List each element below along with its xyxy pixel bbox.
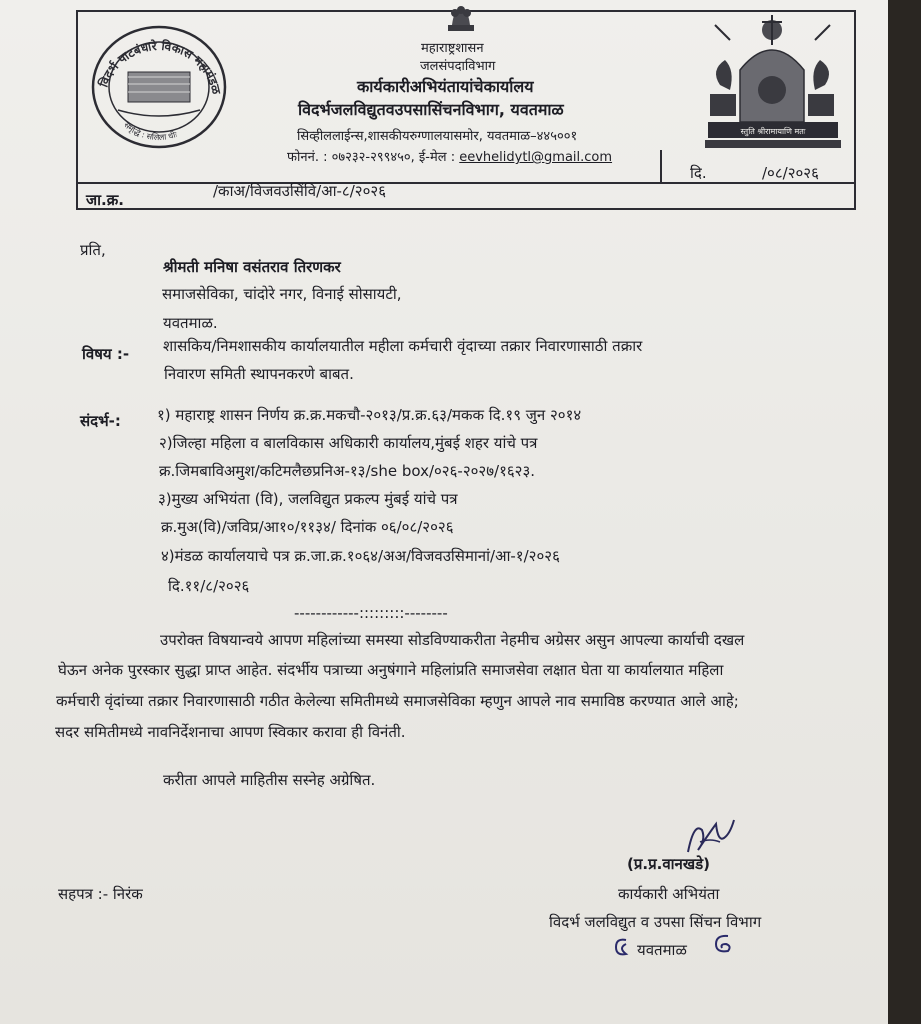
closing-line: करीता आपले माहितीस सस्नेह अग्रेषित.	[163, 771, 376, 789]
maharashtra-crest-logo	[700, 10, 845, 150]
ref-number-label: जा.क्र.	[86, 191, 124, 209]
body-line: सदर समितीमध्ये नावनिर्देशनाचा आपण स्विकार करावा ही विनंती.	[55, 723, 406, 741]
office-address: सिव्हीललाईन्स,शासकीयरुग्णालयासमोर, यवतमाळ–४४५००१	[297, 129, 578, 144]
email-link[interactable]: eevhelidytl@gmail.com	[459, 150, 613, 165]
subject-line-1: शासकिय/निमशासकीय कार्यालयातील महीला कर्मचारी वृंदाच्या तक्रार निवारणासाठी तक्रार	[163, 337, 643, 355]
signatory-division: विदर्भ जलविद्युत व उपसा सिंचन विभाग	[549, 913, 762, 931]
reference-line: २)जिल्हा महिला व बालविकास अधिकारी कार्यालय,मुंबई शहर यांचे पत्र	[159, 434, 538, 452]
signatory-name: (प्र.प्र.वानखडे)	[627, 855, 711, 873]
reference-line: ४)मंडळ कार्यालयाचे पत्र क्र.जा.क्र.१०६४/अअ/विजवउसिमानां/आ-१/२०२६	[161, 547, 560, 565]
body-line: उपरोक्त विषयान्वये आपण महिलांच्या समस्या सोडविण्याकरीता नेहमीच अग्रेसर असुन आपल्या कार्याची दखल	[160, 631, 745, 649]
reference-line: दि.११/८/२०२६	[168, 577, 250, 595]
reference-line: क्र.मुअ(वि)/जविप्र/आ१०/११३४/ दिनांक ०६/०८/२०२६	[161, 518, 454, 536]
date-label: दि.	[690, 164, 707, 182]
section-divider: ------------:::::::::--------	[294, 604, 448, 622]
svg-text:विदर्भ पाटबंधारे विकास महामंडळ: विदर्भ पाटबंधारे विकास महामंडळ	[96, 38, 224, 96]
reference-line: ३)मुख्य अभियंता (वि), जलविद्युत प्रकल्प मुंबई यांचे पत्र	[158, 490, 458, 508]
office-name: कार्यकारीअभियंतायांचेकार्यालय	[357, 77, 534, 96]
crest-ribbon-text: स्तुति श्रीरामायाणि मतः	[740, 127, 806, 136]
govt-name: महाराष्ट्रशासन	[421, 41, 484, 56]
recipient-address-2: यवतमाळ.	[163, 314, 218, 332]
references-label: संदर्भ-:	[80, 412, 121, 430]
ref-number: /काअ/विजवउसिंवि/आ-८/२०२६	[213, 182, 386, 200]
body-line: घेऊन अनेक पुरस्कार सुद्धा प्राप्त आहेत. संदर्भीय पत्राच्या अनुषंगाने महिलांप्रति समाजसेवा लक्षात घेता या कार्यालयात महिला	[58, 661, 724, 679]
subject-line-2: निवारण समिती स्थापनकरणे बाबत.	[164, 365, 354, 383]
body-line: कर्मचारी वृंदांच्या तक्रार निवारणासाठी गठीत केलेल्या समितीमध्ये समाजसेविका म्हणुन आपले नाव समाविष्ठ करण्यात आले आहे;	[56, 692, 739, 710]
department-name: जलसंपदाविभाग	[420, 59, 496, 74]
initial-mark-icon	[710, 932, 736, 956]
recipient-name: श्रीमती मनिषा वसंतराव तिरणकर	[163, 258, 341, 276]
office-phone	[287, 147, 612, 165]
svg-text:समृद्धि : सलिला धीः: समृद्धि : सलिला धीः	[122, 120, 178, 143]
signatory-place: यवतमाळ	[637, 941, 687, 959]
division-name: विदर्भजलविद्युतवउपसासिंचनविभाग, यवतमाळ	[298, 100, 564, 119]
subject-label: विषय :-	[82, 345, 130, 363]
date-divider	[660, 150, 662, 183]
enclosure-note: सहपत्र :- निरंक	[58, 885, 143, 903]
vidarbha-seal-logo	[88, 22, 230, 152]
national-emblem-icon	[444, 3, 478, 35]
phone-text: फोननं. : ०७२३२-२९९४५०, ई-मेल :	[287, 150, 456, 165]
letterhead-divider	[76, 182, 856, 184]
recipient-address-1: समाजसेविका, चांदोरे नगर, विनाई सोसायटी,	[162, 285, 402, 303]
to-label: प्रति,	[80, 241, 106, 259]
signatory-title: कार्यकारी अभियंता	[618, 885, 720, 903]
letter-date: /०८/२०२६	[762, 164, 819, 182]
reference-line: १) महाराष्ट्र शासन निर्णय क्र.क्र.मकचौ-२०१३/प्र.क्र.६३/मकक दि.१९ जुन २०१४	[157, 406, 582, 424]
reference-line: क्र.जिमबाविअमुश/कटिमलैछप्रनिअ-१३/she box/०२६-२०२७/१६२३.	[159, 462, 536, 480]
ink-mark-icon	[612, 936, 632, 958]
